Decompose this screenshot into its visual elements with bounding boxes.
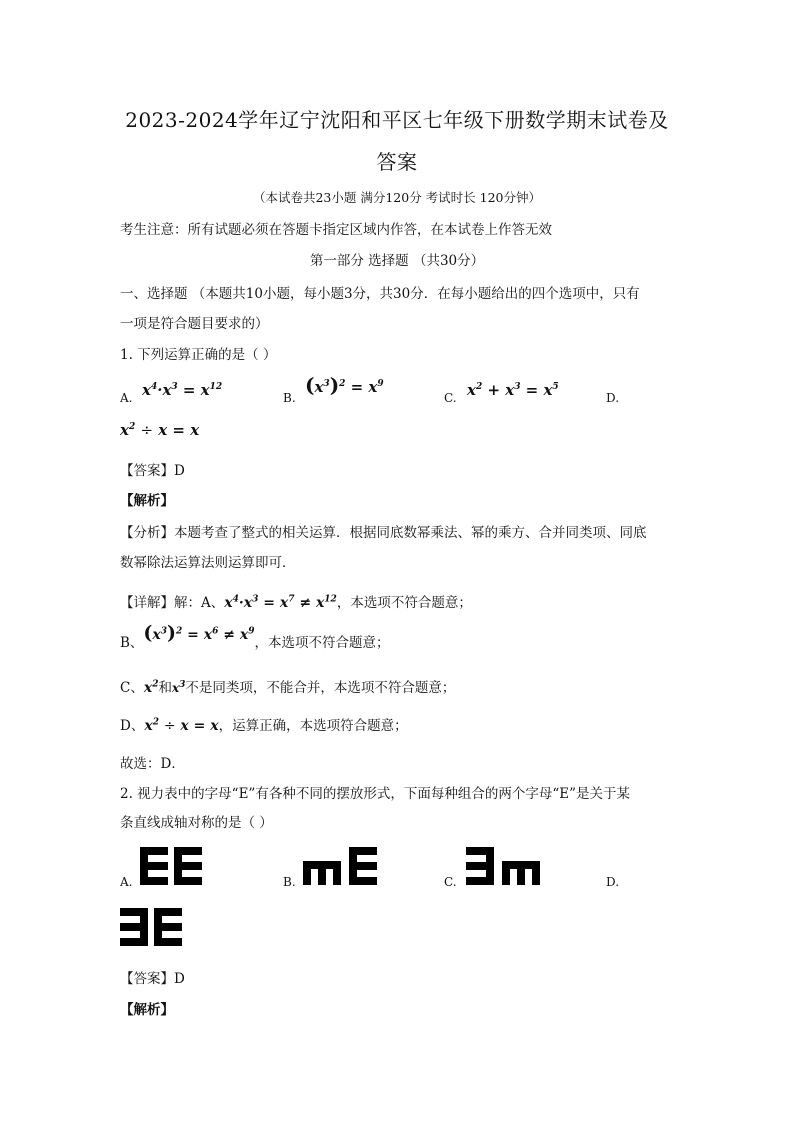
- q1-detail-d-prefix: D、: [120, 718, 145, 734]
- q1-detail-c-suffix: 不是同类项，不能合并，本选项不符合题意；: [185, 680, 456, 696]
- q2-option-c-figure: [466, 847, 542, 887]
- q2-option-c-label: C.: [444, 875, 457, 889]
- q2-option-d-figure: [120, 908, 184, 948]
- letter-e-rotated-up: [303, 861, 341, 885]
- q2-answer: 【答案】D: [120, 971, 185, 987]
- q1-detail-b-formula: $(x^3)^2 = x^6 \ne x^9$: [143, 622, 255, 644]
- q1-detail-d-formula: $x^2 \div x = x$: [144, 717, 219, 734]
- q1-detail-prefix: 【详解】解：A、: [120, 595, 225, 611]
- q1-option-a-formula: $x^4\cdot x^3 = x^{12}$: [142, 381, 223, 399]
- q1-detail-d-suffix: ，运算正确，本选项符合题意；: [218, 718, 408, 734]
- q1-detail-c-mid: 和: [158, 680, 172, 696]
- q1-option-c-label: C.: [444, 391, 457, 405]
- letter-e-normal: [154, 908, 182, 946]
- section1-intro-line1: 一、选择题 （本题共10小题，每小题3分，共30分．在每小题给出的四个选项中，只有: [120, 286, 640, 302]
- q1-stem: 1. 下列运算正确的是（ ）: [120, 347, 277, 363]
- q1-detail-c-term1: $x^2$: [143, 679, 159, 696]
- letter-e-normal: [349, 847, 377, 885]
- q1-option-d-label: D.: [606, 391, 620, 405]
- document-title-line1: 2023-2024学年辽宁沈阳和平区七年级下册数学期末试卷及: [125, 108, 669, 132]
- q1-conclusion: 故选：D．: [120, 756, 185, 772]
- q1-detail-b: [120, 622, 390, 652]
- q2-option-d-label: D.: [606, 875, 620, 889]
- letter-e-rotated-up: [502, 861, 540, 885]
- q1-detail-c: [120, 676, 455, 696]
- document-title-line2: 答案: [376, 150, 418, 174]
- q1-detail-a-suffix: ，本选项不符合题意；: [336, 595, 472, 611]
- q1-fenxi-line2: 数幂除法运算法则运算即可．: [120, 555, 296, 571]
- letter-e-mirrored: [120, 908, 148, 946]
- part1-heading: 第一部分 选择题 （共30分）: [309, 253, 485, 269]
- q1-option-b-formula: $(x^3)^2 = x^9$: [305, 373, 384, 397]
- q1-detail-a-formula: $x^4\cdot x^3 = x^7 \ne x^{12}$: [224, 594, 337, 611]
- q1-detail-c-term2: $x^3$: [171, 680, 186, 695]
- q1-detail-d: [120, 714, 408, 734]
- letter-e-mirrored: [466, 847, 494, 885]
- q2-analysis-heading: 【解析】: [120, 1002, 174, 1018]
- q1-detail-b-prefix: B、: [120, 635, 144, 651]
- q1-detail-a: [120, 591, 472, 611]
- q1-option-c-formula: $x^2 + x^3 = x^5$: [467, 381, 559, 399]
- q2-option-a-figure: [140, 847, 204, 887]
- q2-option-b-figure: [303, 847, 379, 887]
- q1-answer: 【答案】D: [120, 463, 185, 479]
- q2-stem-line1: 2. 视力表中的字母“E”有各种不同的摆放形式，下面每种组合的两个字母“E”是关于某: [120, 786, 630, 802]
- exam-info: （本试卷共23小题 满分120分 考试时长 120分钟）: [252, 190, 542, 205]
- q1-detail-b-suffix: ，本选项不符合题意；: [254, 635, 390, 651]
- q1-option-d-formula: $x^2 \div x = x$: [120, 421, 200, 439]
- q1-detail-c-prefix: C、: [120, 680, 144, 696]
- q1-analysis-heading: 【解析】: [120, 493, 174, 509]
- q2-option-a-label: A.: [120, 875, 133, 889]
- q1-fenxi-line1: 【分析】本题考查了整式的相关运算．根据同底数幂乘法、幂的乘方、合并同类项、同底: [120, 525, 647, 541]
- q2-stem-line2: 条直线成轴对称的是（ ）: [120, 815, 273, 831]
- q1-option-a-label: A.: [120, 391, 133, 405]
- q2-option-b-label: B.: [283, 875, 296, 889]
- q1-option-b-label: B.: [283, 391, 296, 405]
- letter-e-normal: [174, 847, 202, 885]
- section1-intro-line2: 一项是符合题目要求的）: [120, 316, 269, 332]
- letter-e-normal: [140, 847, 168, 885]
- candidate-notice: 考生注意：所有试题必须在答题卡指定区域内作答，在本试卷上作答无效: [120, 222, 552, 238]
